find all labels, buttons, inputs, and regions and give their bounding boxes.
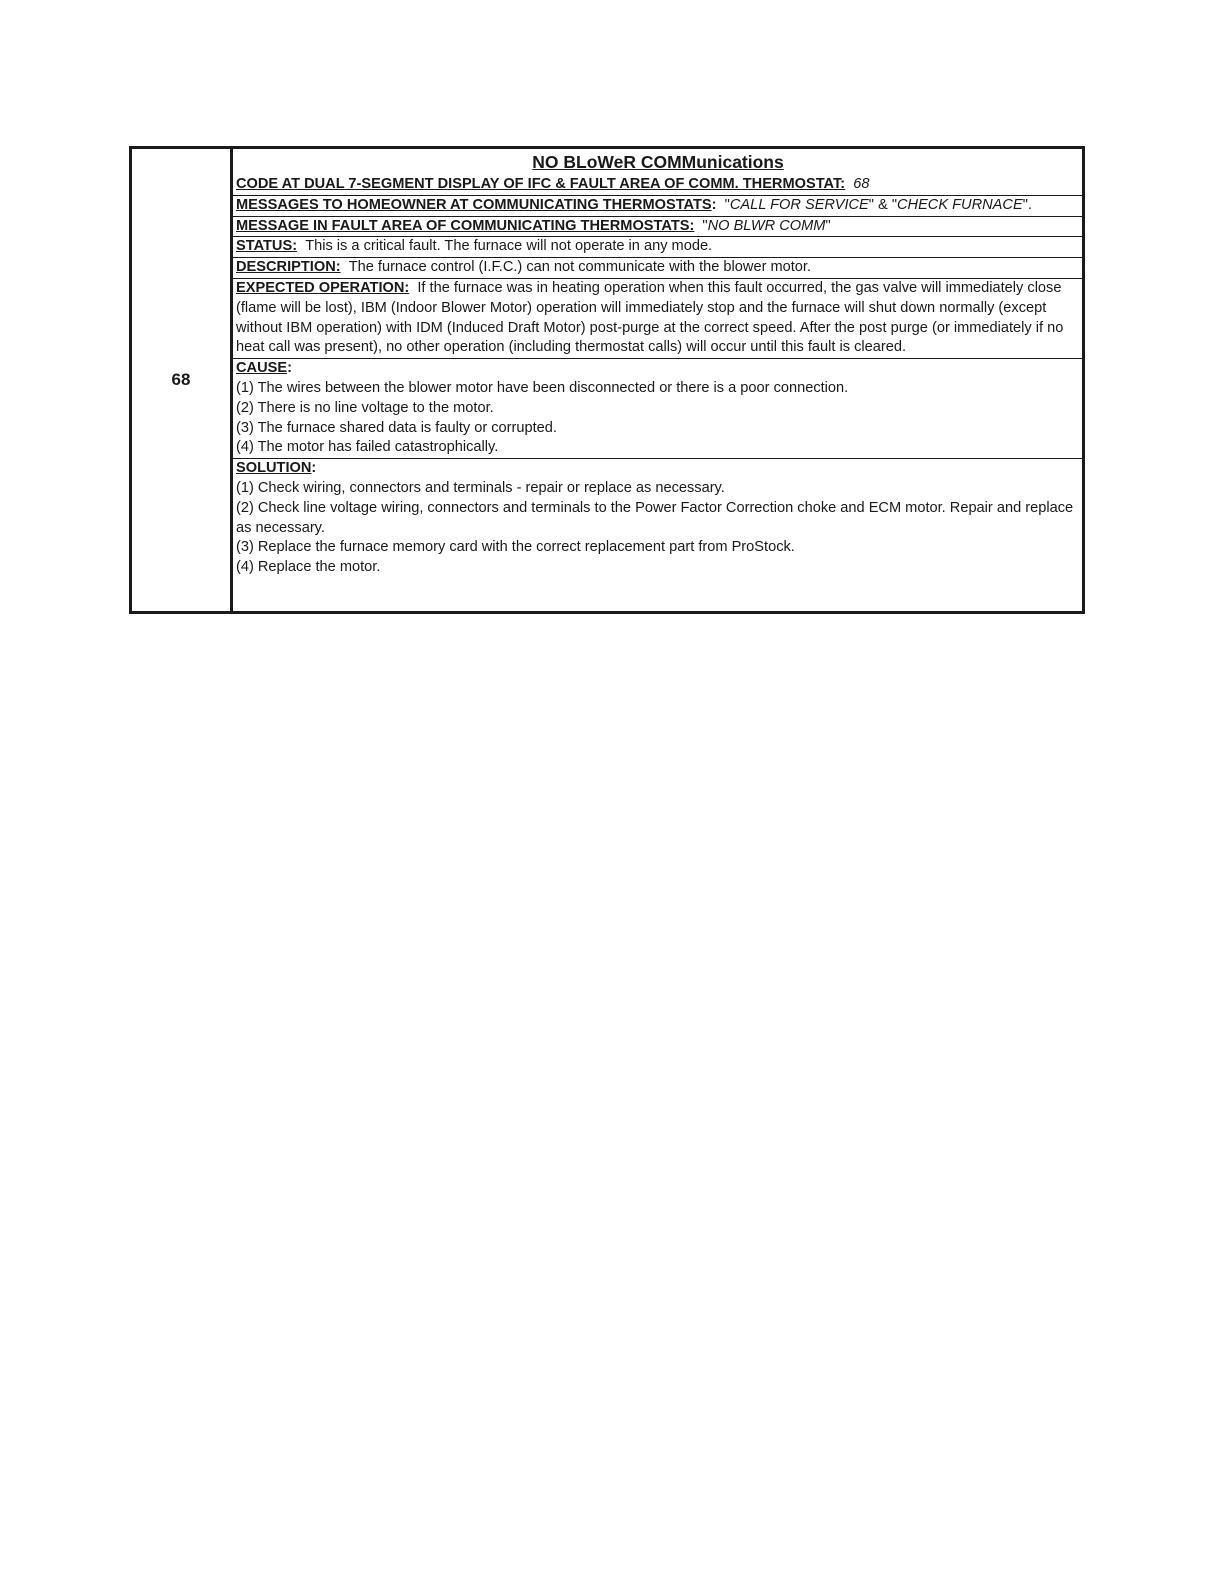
expected-operation-text: If the furnace was in heating operation when this fault occurred, the gas valve will immediately close (flame will be lost), IBM (Indoor Blower Motor) operation will immediately stop and the furnace will shut down normally (except without IBM operation) with IDM (Induced Draft Motor) post-purge at the correct speed. After the post purge (or immediately if no heat call was present), no other operation (including thermostat calls) will occur until this fault is cleared. [236,279,1064,356]
solution-label: SOLUTION [236,460,312,477]
fault-details [233,149,1082,611]
solution-row: SOLUTION: (1) Check wiring, connectors and terminals - repair or replace as necessary. (2) Check line voltage wiring, connectors and terminals to the Power Factor Correction choke and ECM motor. Repair and replace as necessary. (3) Replace the furnace memory card with the correct replacement part from ProStock. (4) Replace the motor. [233,459,1082,578]
cause-item: (1) The wires between the blower motor have been disconnected or there is a poor connection. [236,379,849,396]
fault-code-table [129,146,1085,614]
homeowner-message-1: CALL FOR SERVICE [729,196,869,213]
description-row [233,258,1082,279]
cause-row: CAUSE: (1) The wires between the blower motor have been disconnected or there is a poor connection. (2) There is no line voltage to the motor. (3) The furnace shared data is faulty or corrupted. (4) The motor has failed catastrophically. [233,359,1082,459]
solution-item: (2) Check line voltage wiring, connectors and terminals to the Power Factor Correction choke and ECM motor. Repair and replace as necessary. [236,499,1074,536]
message-fault-area-row: MESSAGE IN FAULT AREA OF COMMUNICATING THERMOSTATS: "NO BLWR COMM" [233,217,1082,238]
fault-code-cell [132,149,233,611]
messages-to-homeowner-row: MESSAGES TO HOMEOWNER AT COMMUNICATING THERMOSTATS: "CALL FOR SERVICE" & "CHECK FURNACE". [233,196,1082,217]
fault-code: 68 [171,370,191,389]
expected-operation-row [233,279,1082,359]
messages-to-homeowner-label: MESSAGES TO HOMEOWNER AT COMMUNICATING THERMOSTATS [236,196,712,213]
status-row [233,237,1082,258]
solution-item: (1) Check wiring, connectors and terminals - repair or replace as necessary. [236,479,725,496]
cause-label: CAUSE [236,360,288,377]
status-label: STATUS: [236,238,298,255]
solution-item: (3) Replace the furnace memory card with the correct replacement part from ProStock. [236,539,795,556]
code-at-display-label: CODE AT DUAL 7-SEGMENT DISPLAY OF IFC & FAULT AREA OF COMM. THERMOSTAT: [236,176,846,192]
description-label: DESCRIPTION: [236,259,341,276]
message-fault-area-label: MESSAGE IN FAULT AREA OF COMMUNICATING THERMOSTATS: [236,217,695,234]
fault-title: NO BLoWeR COMMunications [532,152,784,172]
homeowner-message-joiner: & [873,196,892,213]
homeowner-message-2: CHECK FURNACE [897,196,1023,213]
code-at-display-row [233,175,1082,196]
code-at-display-value: 68 [853,176,870,192]
message-fault-area-value: NO BLWR COMM [707,217,826,234]
cause-item: (2) There is no line voltage to the motor. [236,399,494,416]
description-text: The furnace control (I.F.C.) can not communicate with the blower motor. [348,259,812,276]
solution-item: (4) Replace the motor. [236,559,381,576]
status-text: This is a critical fault. The furnace will not operate in any mode. [305,238,713,255]
cause-item: (3) The furnace shared data is faulty or corrupted. [236,419,557,436]
cause-item: (4) The motor has failed catastrophically. [236,439,499,456]
expected-operation-label: EXPECTED OPERATION: [236,279,410,296]
